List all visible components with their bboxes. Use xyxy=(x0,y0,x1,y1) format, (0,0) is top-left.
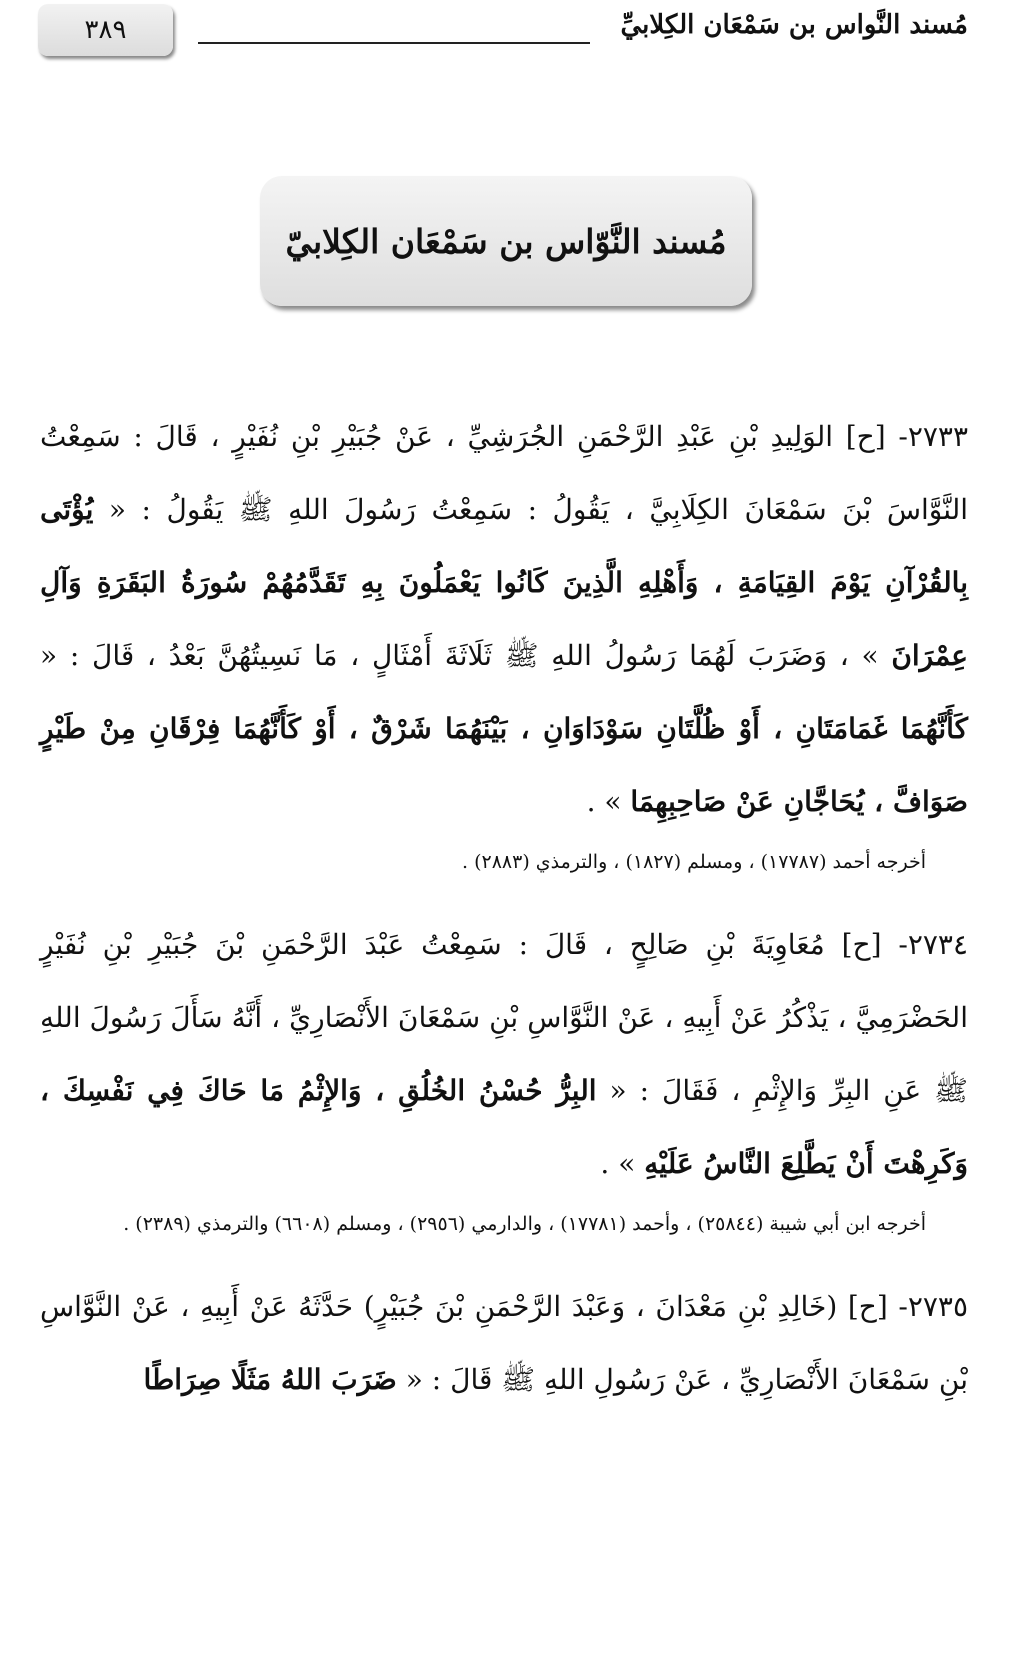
hadith-text: » ، وَضَرَبَ لَهُمَا رَسُولُ اللهِ ﷺ ثَلَاثَةَ أَمْثَالٍ ، مَا نَسِيتُهُنَّ بَعْدُ ، قَالَ : « xyxy=(40,639,879,672)
page-header xyxy=(0,0,1010,70)
hadith-2735 xyxy=(40,1270,968,1416)
hadith-quote: كَأَنَّهُمَا غَمَامَتَانِ ، أَوْ ظُلَّتَانِ سَوْدَاوَانِ ، بَيْنَهُمَا شَرْقٌ ، أَوْ كَأَنَّهُمَا فِرْقَانِ مِنْ طَيْرٍ صَوَافَّ ، يُحَاجَّانِ عَنْ صَاحِبِهِمَا xyxy=(40,712,968,818)
header-rule xyxy=(198,42,590,44)
hadith-quote: البِرُّ حُسْنُ الخُلُقِ ، وَالإِثْمُ مَا حَاكَ فِي نَفْسِكَ ، وَكَرِهْتَ أَنْ يَطَّلِعَ النَّاسُ عَلَيْهِ xyxy=(40,1074,968,1180)
hadith-2733 xyxy=(40,400,968,838)
hadith-text: » . xyxy=(586,785,622,818)
hadith-text: ٢٧٣٤- [ح] مُعَاوِيَةَ بْنِ صَالِحٍ ، قَالَ : سَمِعْتُ عَبْدَ الرَّحْمَنِ بْنَ جُبَيْرِ بْنِ نُفَيْرٍ الحَضْرَمِيَّ ، يَذْكُرُ عَنْ أَبِيهِ ، عَنْ النَّوَّاسِ بْنِ سَمْعَانَ الأَنْصَارِيِّ ، أَنَّهُ سَأَلَ رَسُولَ اللهِ ﷺ عَنِ البِرِّ وَالإِثْمِ ، فَقَالَ : « xyxy=(40,928,968,1107)
hadith-text: ٢٧٣٥- [ح] (خَالِدِ بْنِ مَعْدَانَ ، وَعَبْدَ الرَّحْمَنِ بْنَ جُبَيْرٍ) حَدَّثَهُ عَنْ أَبِيهِ ، عَنْ النَّوَّاسِ بْنِ سَمْعَانَ الأَنْصَارِيِّ ، عَنْ رَسُولِ اللهِ ﷺ قَالَ : « xyxy=(40,1290,968,1396)
hadith-quote: يُؤْتَى بِالقُرْآنِ يَوْمَ القِيَامَةِ ، وَأَهْلِهِ الَّذِينَ كَانُوا يَعْمَلُونَ بِهِ تَقَدَّمُهُمْ سُورَةُ البَقَرَةِ وَآلِ عِمْرَانَ xyxy=(40,493,968,672)
hadith-text: » . xyxy=(600,1147,636,1180)
main-content xyxy=(40,400,968,1416)
chapter-title-box xyxy=(260,176,752,306)
chapter-title: مُسند النَّوّاس بن سَمْعَان الكِلابيّ xyxy=(285,221,727,261)
page-number: ٣٨٩ xyxy=(84,15,127,45)
page-number-box xyxy=(38,4,173,56)
hadith-quote: ضَرَبَ اللهُ مَثَلًا صِرَاطًا xyxy=(143,1363,397,1396)
hadith-text: ٢٧٣٣- [ح] الوَلِيدِ بْنِ عَبْدِ الرَّحْمَنِ الجُرَشِيِّ ، عَنْ جُبَيْرِ بْنِ نُفَيْرٍ ، قَالَ : سَمِعْتُ النَّوَّاسَ بْنَ سَمْعَانَ الكِلَابِيَّ ، يَقُولُ : سَمِعْتُ رَسُولَ اللهِ ﷺ يَقُولُ : « xyxy=(40,420,969,526)
takhrij-note: أخرجه أحمد (١٧٧٨٧) ، ومسلم (١٨٢٧) ، والترمذي (٢٨٨٣) . xyxy=(462,851,926,873)
hadith-2734 xyxy=(40,908,968,1200)
takhrij-note: أخرجه ابن أبي شيبة (٢٥٨٤٤) ، وأحمد (١٧٧٨١) ، والدارمي (٢٩٥٦) ، ومسلم (٦٦٠٨) والترمذي (٢٣٨٩) . xyxy=(123,1213,926,1235)
running-title: مُسند النَّواس بن سَمْعَان الكِلابيِّ xyxy=(620,10,968,40)
